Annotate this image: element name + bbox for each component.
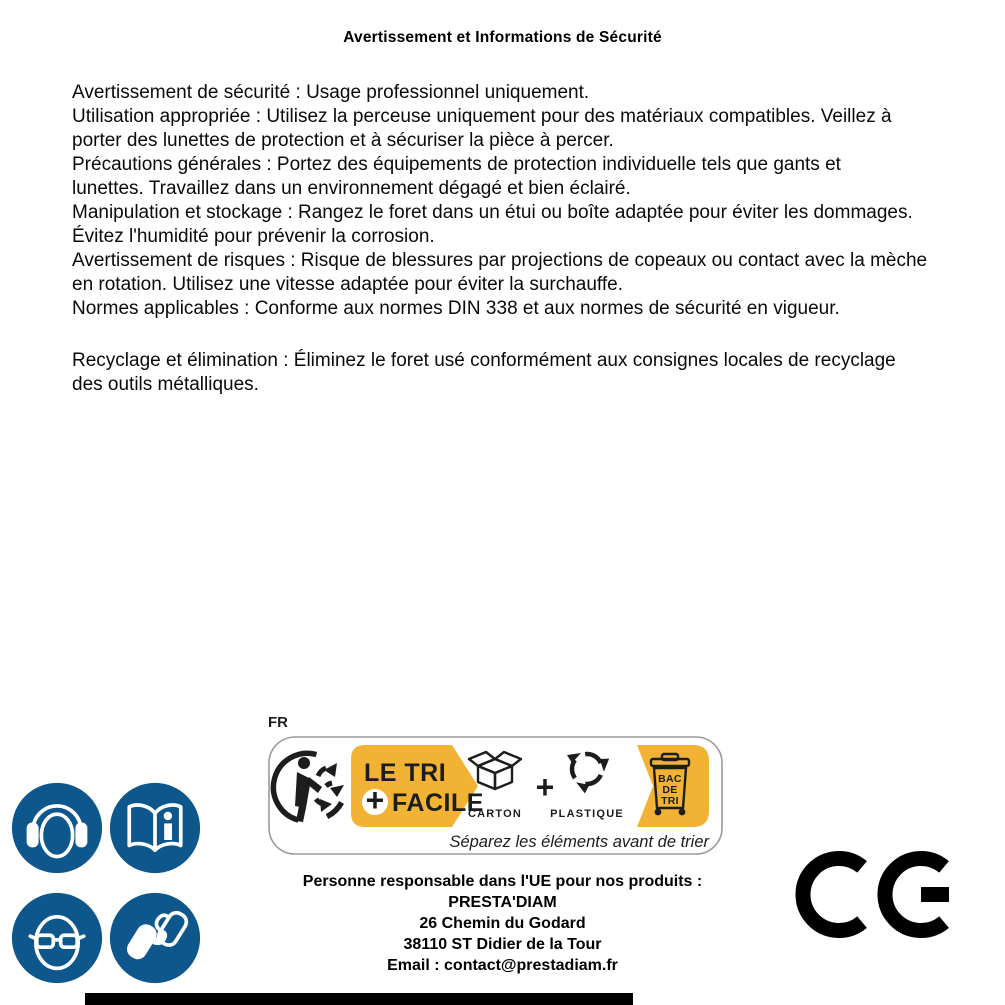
- read-manual-icon: [109, 782, 201, 874]
- tri-facile-line2: FACILE: [392, 789, 484, 817]
- country-code-label: FR: [268, 714, 288, 731]
- sorting-instruction: Séparez les éléments avant de trier: [449, 833, 709, 851]
- bottom-black-bar: [85, 993, 633, 1005]
- body-text-line: Avertissement de risques : Risque de blessures par projections de copeaux ou contact avec la mèche: [72, 250, 928, 271]
- bin-text-line1: BAC: [658, 773, 682, 785]
- body-text-line: en rotation. Utilisez une vitesse adaptée pour éviter la surchauffe.: [72, 274, 623, 295]
- page-title: Avertissement et Informations de Sécurité: [343, 29, 662, 46]
- responsible-intro: Personne responsable dans l'UE pour nos produits :: [302, 873, 703, 890]
- carton-label: CARTON: [467, 808, 523, 820]
- body-text-line: Utilisation appropriée : Utilisez la perceuse uniquement pour des matériaux compatibles. Veillez à: [72, 106, 892, 127]
- street-address: 26 Chemin du Godard: [419, 915, 586, 932]
- city-address: 38110 ST Didier de la Tour: [403, 936, 602, 953]
- plus-sign: +: [365, 782, 385, 818]
- body-text-line: Évitez l'humidité pour prévenir la corrosion.: [72, 226, 435, 247]
- body-text-line: Normes applicables : Conforme aux normes DIN 338 et aux normes de sécurité en vigueur.: [72, 298, 840, 319]
- recycling-paragraph: [72, 349, 987, 397]
- safety-text: [72, 81, 987, 397]
- protective-gloves-icon: [109, 892, 201, 984]
- tri-facile-line1: LE TRI: [364, 759, 447, 787]
- safety-paragraphs: [72, 81, 987, 321]
- ce-marking: [795, 846, 955, 943]
- plastique-label: PLASTIQUE: [550, 808, 624, 820]
- bin-text-line2: DE: [662, 784, 678, 796]
- material-plus-sign: +: [535, 769, 555, 805]
- bin-text-line3: TRI: [661, 795, 679, 807]
- body-text-line: Manipulation et stockage : Rangez le foret dans un étui ou boîte adaptée pour éviter les dommages.: [72, 202, 913, 223]
- ear-protection-icon: [11, 782, 103, 874]
- body-text-line: Précautions générales : Portez des équipements de protection individuelle tels que gants et: [72, 154, 841, 175]
- body-text-line: porter des lunettes de protection et à sécuriser la pièce à percer.: [72, 130, 614, 151]
- contact-email: Email : contact@prestadiam.fr: [387, 957, 618, 974]
- company-name: PRESTA'DIAM: [448, 894, 557, 911]
- body-text-line: lunettes. Travaillez dans un environnement dégagé et bien éclairé.: [72, 178, 631, 199]
- body-text-line: Avertissement de sécurité : Usage professionnel uniquement.: [72, 82, 590, 103]
- body-text-line: Recyclage et élimination : Éliminez le foret usé conformément aux consignes locales de recyclage: [72, 350, 896, 371]
- responsible-person-block: [250, 871, 755, 976]
- body-text-line: des outils métalliques.: [72, 374, 259, 395]
- eye-protection-icon: [11, 892, 103, 984]
- info-tri-recycling-label: [268, 736, 723, 855]
